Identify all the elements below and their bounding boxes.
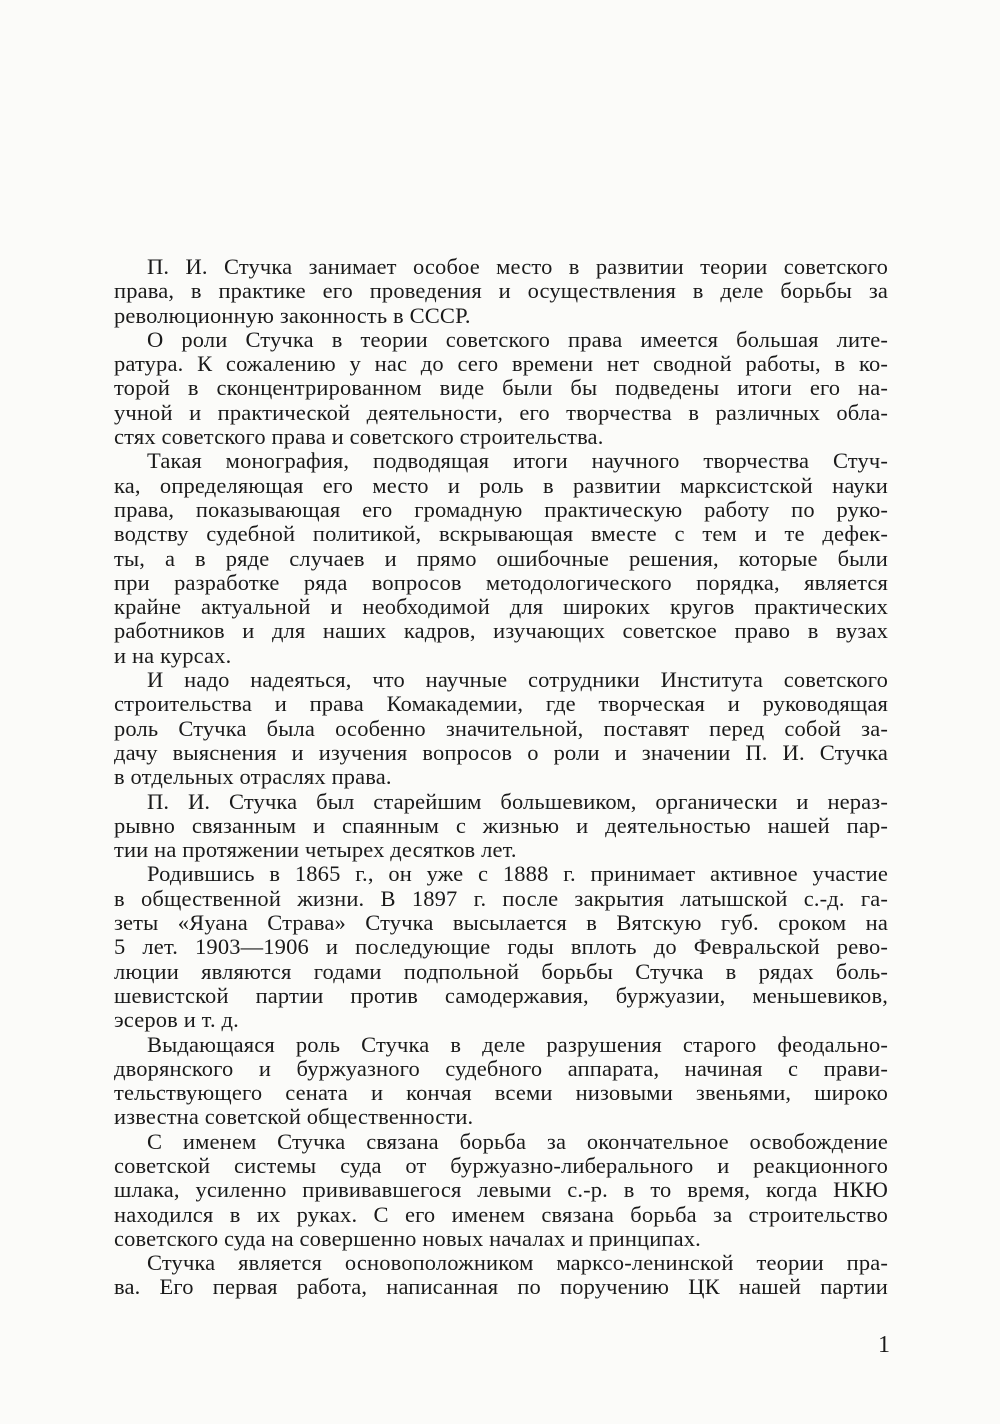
text-line: ва. Его первая работа, написанная по поручению ЦК нашей партии	[114, 1274, 888, 1300]
text-line: стях советского права и советского строительства.	[114, 424, 604, 450]
text-line: И надо надеяться, что научные сотрудники Института советского	[147, 667, 888, 693]
text-line: 5 лет. 1903—1906 и последующие годы вплоть до Февральской рево-	[114, 934, 888, 960]
text-line: советской системы суда от буржуазно-либерального и реакционного	[114, 1152, 888, 1178]
text-line: при разработке ряда вопросов методологического порядка, является	[114, 569, 888, 595]
text-line: в общественной жизни. В 1897 г. после закрытия латышской с.-д. га-	[114, 885, 888, 911]
text-line: О роли Стучка в теории советского права имеется большая лите-	[147, 326, 888, 352]
text-line: дачу выяснения и изучения вопросов о роли и значении П. И. Стучка	[114, 739, 888, 765]
text-line: строительства и права Комакадемии, где творческая и руководящая	[114, 691, 888, 717]
text-line: революционную законность в СССР.	[114, 302, 471, 328]
text-line: права, в практике его проведения и осуществления в деле борьбы за	[114, 278, 888, 304]
text-line: учной и практической деятельности, его творчества в различных обла-	[114, 399, 888, 425]
text-line: тии на протяжении четырех десятков лет.	[114, 837, 517, 863]
text-line: ка, определяющая его место и роль в развитии марксистской науки	[114, 472, 888, 498]
page-number: 1	[878, 1332, 890, 1358]
body-text	[114, 255, 888, 1300]
text-line: Такая монография, подводящая итоги научного творчества Стуч-	[147, 448, 888, 474]
text-line: работников и для наших кадров, изучающих советское право в вузах	[114, 618, 888, 644]
text-line: шевистской партии против самодержавия, буржуазии, меньшевиков,	[114, 982, 888, 1008]
text-line: водству судебной политикой, вскрывающая вместе с тем и те дефек-	[114, 521, 888, 547]
text-line: дворянского и буржуазного судебного аппарата, начиная с прави-	[114, 1055, 888, 1081]
text-line: люции являются годами подпольной борьбы Стучка в рядах боль-	[114, 958, 888, 984]
text-line: П. И. Стучка был старейшим большевиком, органически и нераз-	[147, 788, 888, 814]
text-line: рывно связанным и спаянным с жизнью и деятельностью нашей пар-	[114, 812, 888, 838]
text-line: ты, а в ряде случаев и прямо ошибочные решения, которые были	[114, 545, 888, 571]
text-line: крайне актуальной и необходимой для широких кругов практических	[114, 594, 888, 620]
text-line: ратура. К сожалению у нас до сего времени нет сводной работы, в ко-	[114, 351, 888, 377]
text-line: права, показывающая его громадную практическую работу по руко-	[114, 496, 888, 522]
text-line: эсеров и т. д.	[114, 1007, 239, 1033]
text-line: шлака, усиленно прививавшегося левыми с.-р. в то время, когда НКЮ	[114, 1177, 888, 1203]
text-line: советского суда на совершенно новых началах и принципах.	[114, 1225, 701, 1251]
text-line: и на курсах.	[114, 642, 232, 668]
text-line: роль Стучка была особенно значительной, поставят перед собой за-	[114, 715, 888, 741]
text-line: тельствующего сената и кончая всеми низовыми звеньями, широко	[114, 1080, 888, 1106]
text-line: С именем Стучка связана борьба за окончательное освобождение	[147, 1128, 888, 1154]
text-line: Родившись в 1865 г., он уже с 1888 г. принимает активное участие	[147, 861, 888, 887]
text-line: Выдающаяся роль Стучка в деле разрушения старого феодально-	[147, 1031, 888, 1057]
text-line: находился в их руках. С его именем связана борьба за строительство	[114, 1201, 888, 1227]
text-line: торой в сконцентрированном виде были бы подведены итоги его на-	[114, 375, 888, 401]
text-line: в отдельных отраслях права.	[114, 764, 392, 790]
text-line: известна советской общественности.	[114, 1104, 474, 1130]
text-line: Стучка является основоположником марксо-ленинской теории пра-	[147, 1250, 888, 1276]
text-line: зеты «Яуана Страва» Стучка высылается в Вятскую губ. сроком на	[114, 910, 888, 936]
text-line: П. И. Стучка занимает особое место в развитии теории советского	[147, 254, 888, 279]
